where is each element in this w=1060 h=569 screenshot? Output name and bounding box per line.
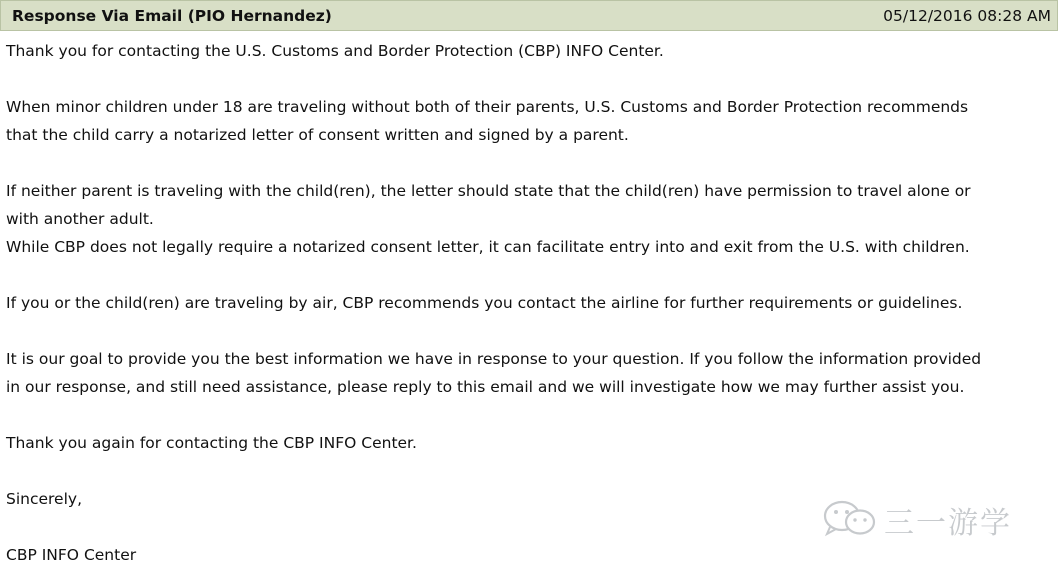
paragraph-air-travel xyxy=(6,289,1056,317)
paragraph-line: CBP INFO Center xyxy=(6,546,137,564)
paragraph-line: While CBP does not legally require a notarized consent letter, it can facilitate entry into and exit from the U.S. with children. xyxy=(6,238,970,256)
message-header xyxy=(0,0,1058,31)
message-title: Response Via Email (PIO Hernandez) xyxy=(12,7,332,25)
paragraph-line: with another adult. xyxy=(6,210,154,228)
message-body xyxy=(6,37,1056,569)
watermark xyxy=(822,496,1032,540)
paragraph-line: If neither parent is traveling with the child(ren), the letter should state that the child(ren) have permission to travel alone or xyxy=(6,182,971,200)
paragraph-line: It is our goal to provide you the best information we have in response to your question. If you follow the information provided xyxy=(6,350,982,368)
paragraph-thanks xyxy=(6,429,1056,457)
paragraph-signature xyxy=(6,541,1056,569)
paragraph-line: in our response, and still need assistance, please reply to this email and we will investigate how we may further assist you. xyxy=(6,378,965,396)
paragraph-neither-parent xyxy=(6,177,1056,261)
paragraph-line: When minor children under 18 are traveling without both of their parents, U.S. Customs and Border Protection recommends xyxy=(6,98,969,116)
paragraph-line: that the child carry a notarized letter of consent written and signed by a parent. xyxy=(6,126,629,144)
watermark-text: 三一游学 xyxy=(884,506,1012,541)
paragraph-line: Thank you again for contacting the CBP INFO Center. xyxy=(6,434,417,452)
paragraph-minor-children xyxy=(6,93,1056,149)
message-timestamp: 05/12/2016 08:28 AM xyxy=(883,7,1051,25)
paragraph-greeting xyxy=(6,37,1056,65)
paragraph-goal xyxy=(6,345,1056,401)
paragraph-line: Thank you for contacting the U.S. Customs and Border Protection (CBP) INFO Center. xyxy=(6,42,664,60)
wechat-icon xyxy=(822,498,880,538)
paragraph-line: Sincerely, xyxy=(6,490,83,508)
paragraph-line: If you or the child(ren) are traveling by air, CBP recommends you contact the airline for further requirements or guidelines. xyxy=(6,294,963,312)
